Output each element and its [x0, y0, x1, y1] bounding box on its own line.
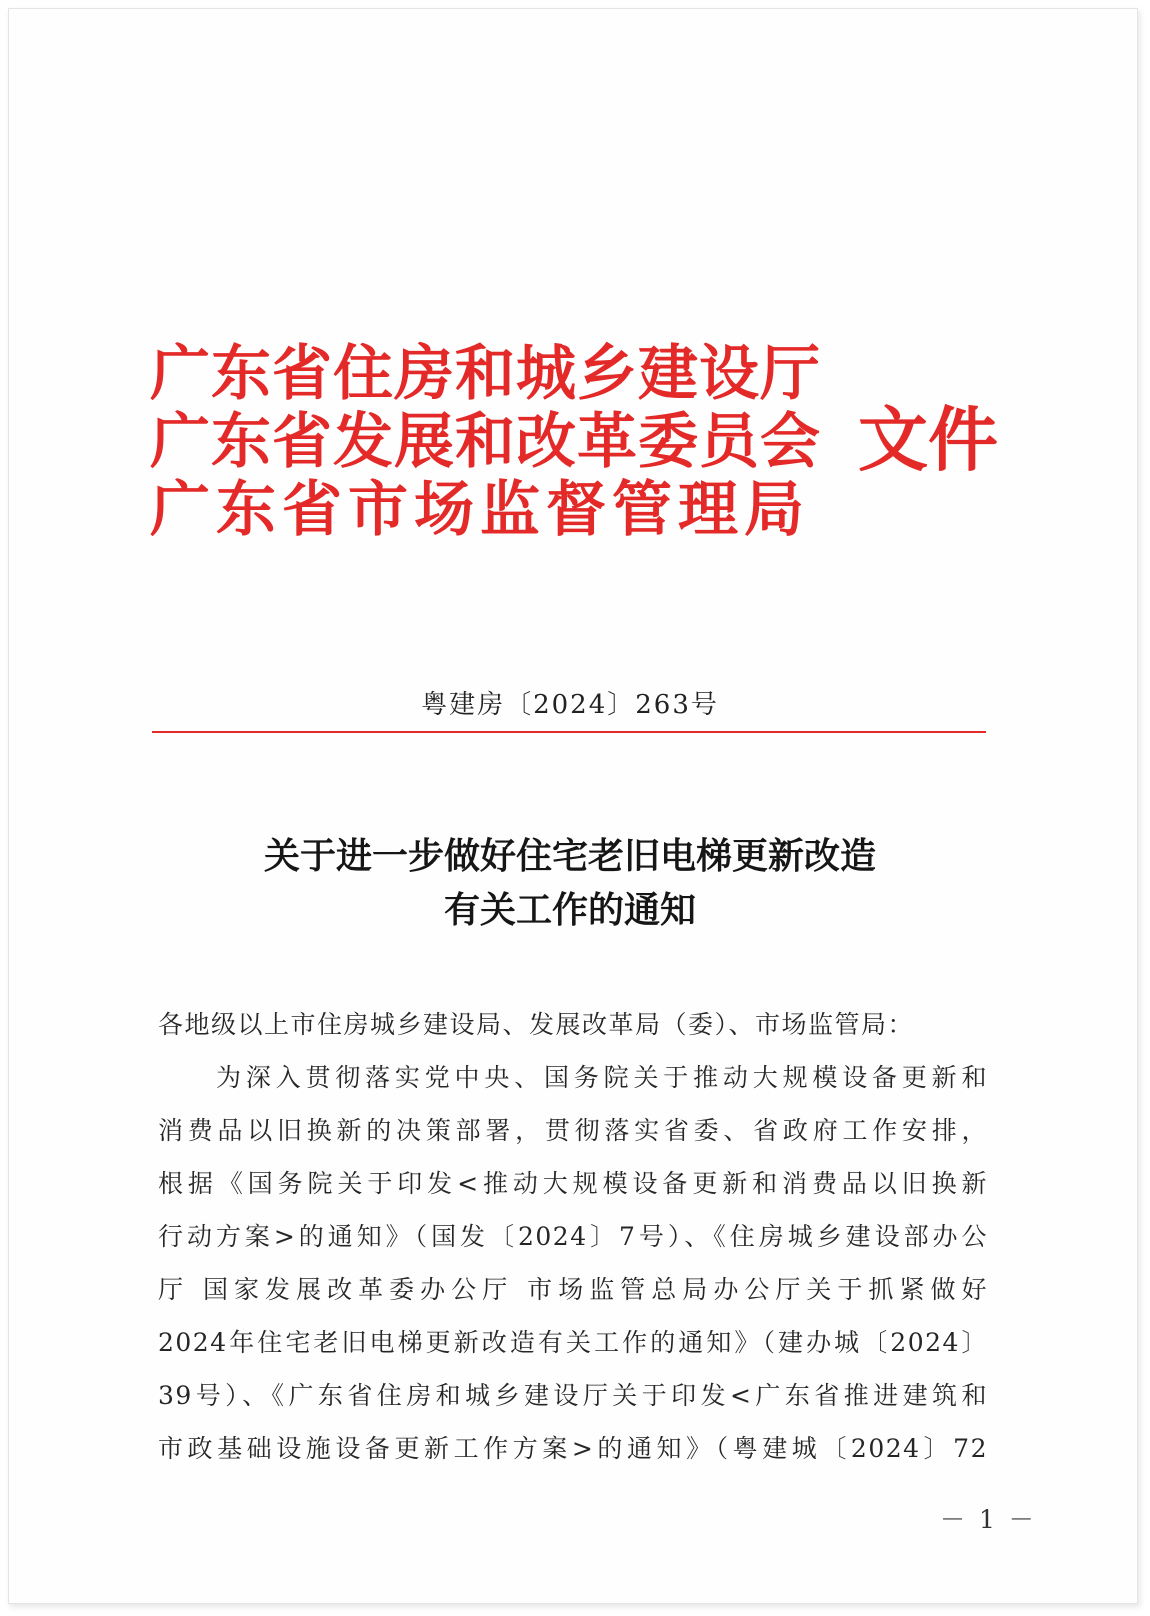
body-line: 市政基础设施设备更新工作方案>的通知》（粤建城〔2024〕72 — [158, 1434, 988, 1463]
body-line: 厅 国家发展改革委办公厅 市场监管总局办公厅关于抓紧做好 — [158, 1275, 988, 1304]
body-line: 根据《国务院关于印发<推动大规模设备更新和消费品以旧换新 — [158, 1169, 988, 1198]
title-line-1: 关于进一步做好住宅老旧电梯更新改造 — [263, 836, 876, 877]
issuer-market-regulation: 广东省市场监督管理局 — [150, 475, 810, 545]
issuing-authorities — [150, 340, 850, 544]
issuer-development-commission: 广东省发展和改革委员会 — [150, 407, 821, 477]
body-line: 2024年住宅老旧电梯更新改造有关工作的通知》（建办城〔2024〕 — [158, 1328, 988, 1357]
document-body — [158, 998, 988, 1475]
issuer-housing-dept: 广东省住房和城乡建设厅 — [150, 339, 821, 409]
red-divider-line — [152, 731, 986, 733]
body-line: 消费品以旧换新的决策部署，贯彻落实省委、省政府工作安排， — [158, 1116, 988, 1145]
salutation: 各地级以上市住房城乡建设局、发展改革局（委）、市场监管局： — [158, 1010, 915, 1039]
page-number: － 1 － — [940, 1505, 1037, 1534]
title-line-2: 有关工作的通知 — [443, 890, 696, 931]
document-number: 粤建房〔2024〕263号 — [421, 690, 719, 720]
document-suffix: 文件 — [858, 399, 998, 481]
body-line: 行动方案>的通知》（国发〔2024〕7号）、《住房城乡建设部办公 — [158, 1222, 988, 1251]
body-line: 39号）、《广东省住房和城乡建设厅关于印发<广东省推进建筑和 — [158, 1381, 988, 1410]
body-line: 为深入贯彻落实党中央、国务院关于推动大规模设备更新和 — [216, 1063, 988, 1092]
document-title — [150, 830, 990, 938]
